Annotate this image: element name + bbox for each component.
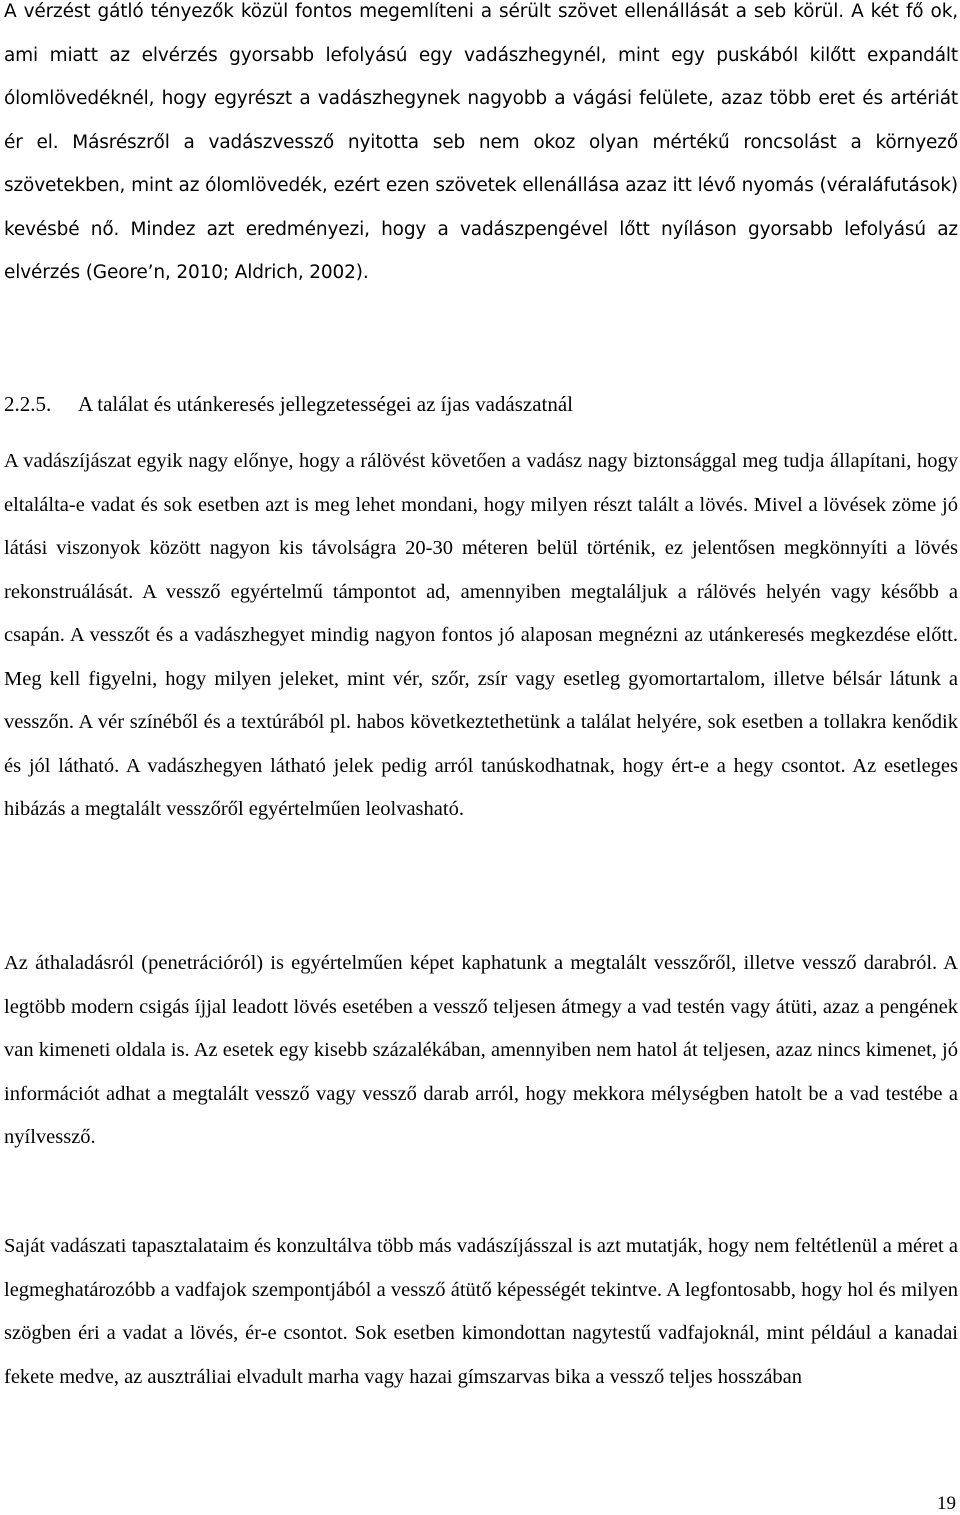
body-paragraph: Az áthaladásról (penetrációról) is egyértelműen képet kaphatunk a megtalált vesszőről, illetve vessző darabról. A legtöbb modern csigás íjjal leadott lövés esetében a vessző teljesen átmegy a vad testén vagy átüti, azaz a pengének van kimeneti oldala is. Az esetek egy kisebb százalékában, amennyiben nem hatol át teljesen, azaz nincs kimenet, jó információt adhat a megtalált vessző vagy vessző darab arról, hogy mekkora mélységben hatolt be a vad testébe a nyílvessző.	[4, 952, 958, 1148]
body-paragraph: A vérzést gátló tényezők közül fontos megemlíteni a sérült szövet ellenállását a seb körül. A két fő ok, ami miatt az elvérzés gyorsabb lefolyású egy vadászhegynél, mint egy puskából kilőtt expandált ólomlövedéknél, hogy egyrészt a vadászhegynek nagyobb a vágási felülete, azaz több eret és artériát ér el. Másrészről a vadászvessző nyitotta seb nem okoz olyan mértékű roncsolást a környező szövetekben, mint az ólomlövedék, ezért ezen szövetek ellenállása azaz itt lévő nyomás (véraláfutások) kevésbé nő. Mindez azt eredményezi, hogy a vadászpengével lőtt nyíláson gyorsabb lefolyású az elvérzés (Geore’n, 2010; Aldrich, 2002).	[4, 1, 958, 283]
body-paragraph: Saját vadászati tapasztalataim és konzultálva több más vadászíjásszal is azt mutatják, hogy nem feltétlenül a méret a legmeghatározóbb a vadfajok szempontjából a vessző átütő képességét tekintve. A legfontosabb, hogy hol és milyen szögben éri a vadat a lövés, ér-e csontot. Sok esetben kimondottan nagytestű vadfajoknál, mint például a kanadai fekete medve, az ausztráliai elvadult marha vagy hazai gímszarvas bika a vessző teljes hosszában	[4, 1235, 958, 1388]
section-number: 2.2.5.	[4, 392, 52, 416]
body-paragraph: A vadászíjászat egyik nagy előnye, hogy a rálövést követően a vadász nagy biztonsággal meg tudja állapítani, hogy eltalálta-e vadat és sok esetben azt is meg lehet mondani, hogy milyen részt talált a lövés. Mivel a lövések zöme jó látási viszonyok között nagyon kis távolságra 20-30 méteren belül történik, ez jelentősen megkönnyíti a lövés rekonstruálását. A vessző egyértelmű támpontot ad, amennyiben megtaláljuk a rálövés helyén vagy később a csapán. A vesszőt és a vadászhegyet mindig nagyon fontos jó alaposan megnézni az utánkeresés megkezdése előtt. Meg kell figyelni, hogy milyen jeleket, mint vér, szőr, zsír vagy esetleg gyomortartalom, illetve bélsár látunk a vesszőn. A vér színéből és a textúrából pl. habos következtethetünk a találat helyére, sok esetben a tollakra kenődik és jól látható. A vadászhegyen látható jelek pedig arról tanúskodhatnak, hogy ért-e a hegy csontot. Az esetleges hibázás a megtalált vesszőről egyértelműen leolvasható.	[4, 450, 958, 820]
section-title: A találat és utánkeresés jellegzetességei az íjas vadászatnál	[78, 392, 574, 416]
page-number: 19	[937, 1493, 956, 1514]
section-heading	[4, 384, 573, 424]
